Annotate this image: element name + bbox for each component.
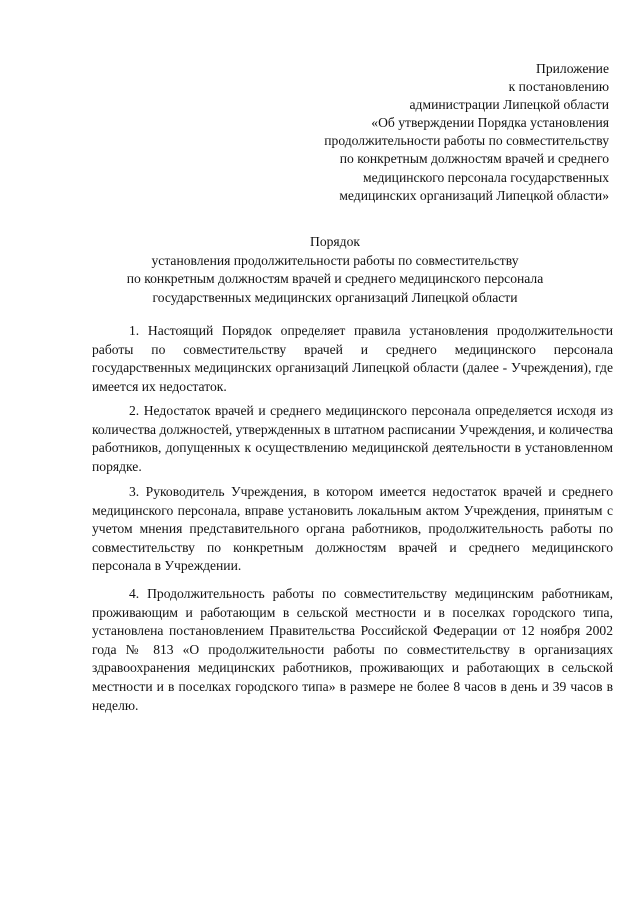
title-line: государственных медицинских организаций Липецкой области (152, 289, 518, 305)
paragraph-1: 1. Настоящий Порядок определяет правила установления продолжительности работы по совместительству врачей и среднего медицинского персонала государственных медицинских организаций Липецкой области (далее - Учреждения), где имеется их недостаток. (92, 323, 613, 394)
appendix-line: «Об утверждении Порядка установления (371, 115, 609, 131)
appendix-line: администрации Липецкой области (409, 97, 609, 113)
appendix-line: к постановлению (508, 79, 609, 95)
paragraph-2: 2. Недостаток врачей и среднего медицинского персонала определяется исходя из количества должностей, утвержденных в штатном расписании Учреждения, и количества работников, допущенных к осуществлению медицинской деятельности в установленном порядке. (92, 403, 613, 474)
appendix-line: медицинского персонала государственных (363, 169, 609, 185)
document-title (60, 233, 610, 307)
paragraph-4: 4. Продолжительность работы по совместительству медицинским работникам, проживающим и работающим в сельской местности и в поселках городского типа, установлена постановлением Правительства Российской Федерации от 12 ноября 2002 года № 813 «О продолжительности работы по совместительству в организациях здравоохранения медицинских работников, проживающих и работающих в сельской местности и в поселках городского типа» в размере не более 8 часов в день и 39 часов в неделю. (92, 586, 613, 713)
appendix-line: по конкретным должностям врачей и среднего (339, 151, 609, 167)
paragraph-3: 3. Руководитель Учреждения, в котором имеется недостаток врачей и среднего медицинского персонала, вправе установить локальным актом Учреждения, принятым с учетом мнения представительного органа работников, продолжительность работы по совместительству по конкретным должностям врачей и среднего медицинского персонала в Учреждении. (92, 484, 613, 574)
title-line: Порядок (310, 234, 360, 249)
appendix-line: продолжительности работы по совместительству (324, 133, 609, 149)
appendix-line: Приложение (536, 61, 609, 76)
appendix-line: медицинских организаций Липецкой области» (339, 187, 609, 203)
title-line: по конкретным должностям врачей и среднего медицинского персонала (126, 271, 544, 287)
title-line: установления продолжительности работы по совместительству (151, 252, 519, 268)
appendix-header (249, 60, 609, 205)
